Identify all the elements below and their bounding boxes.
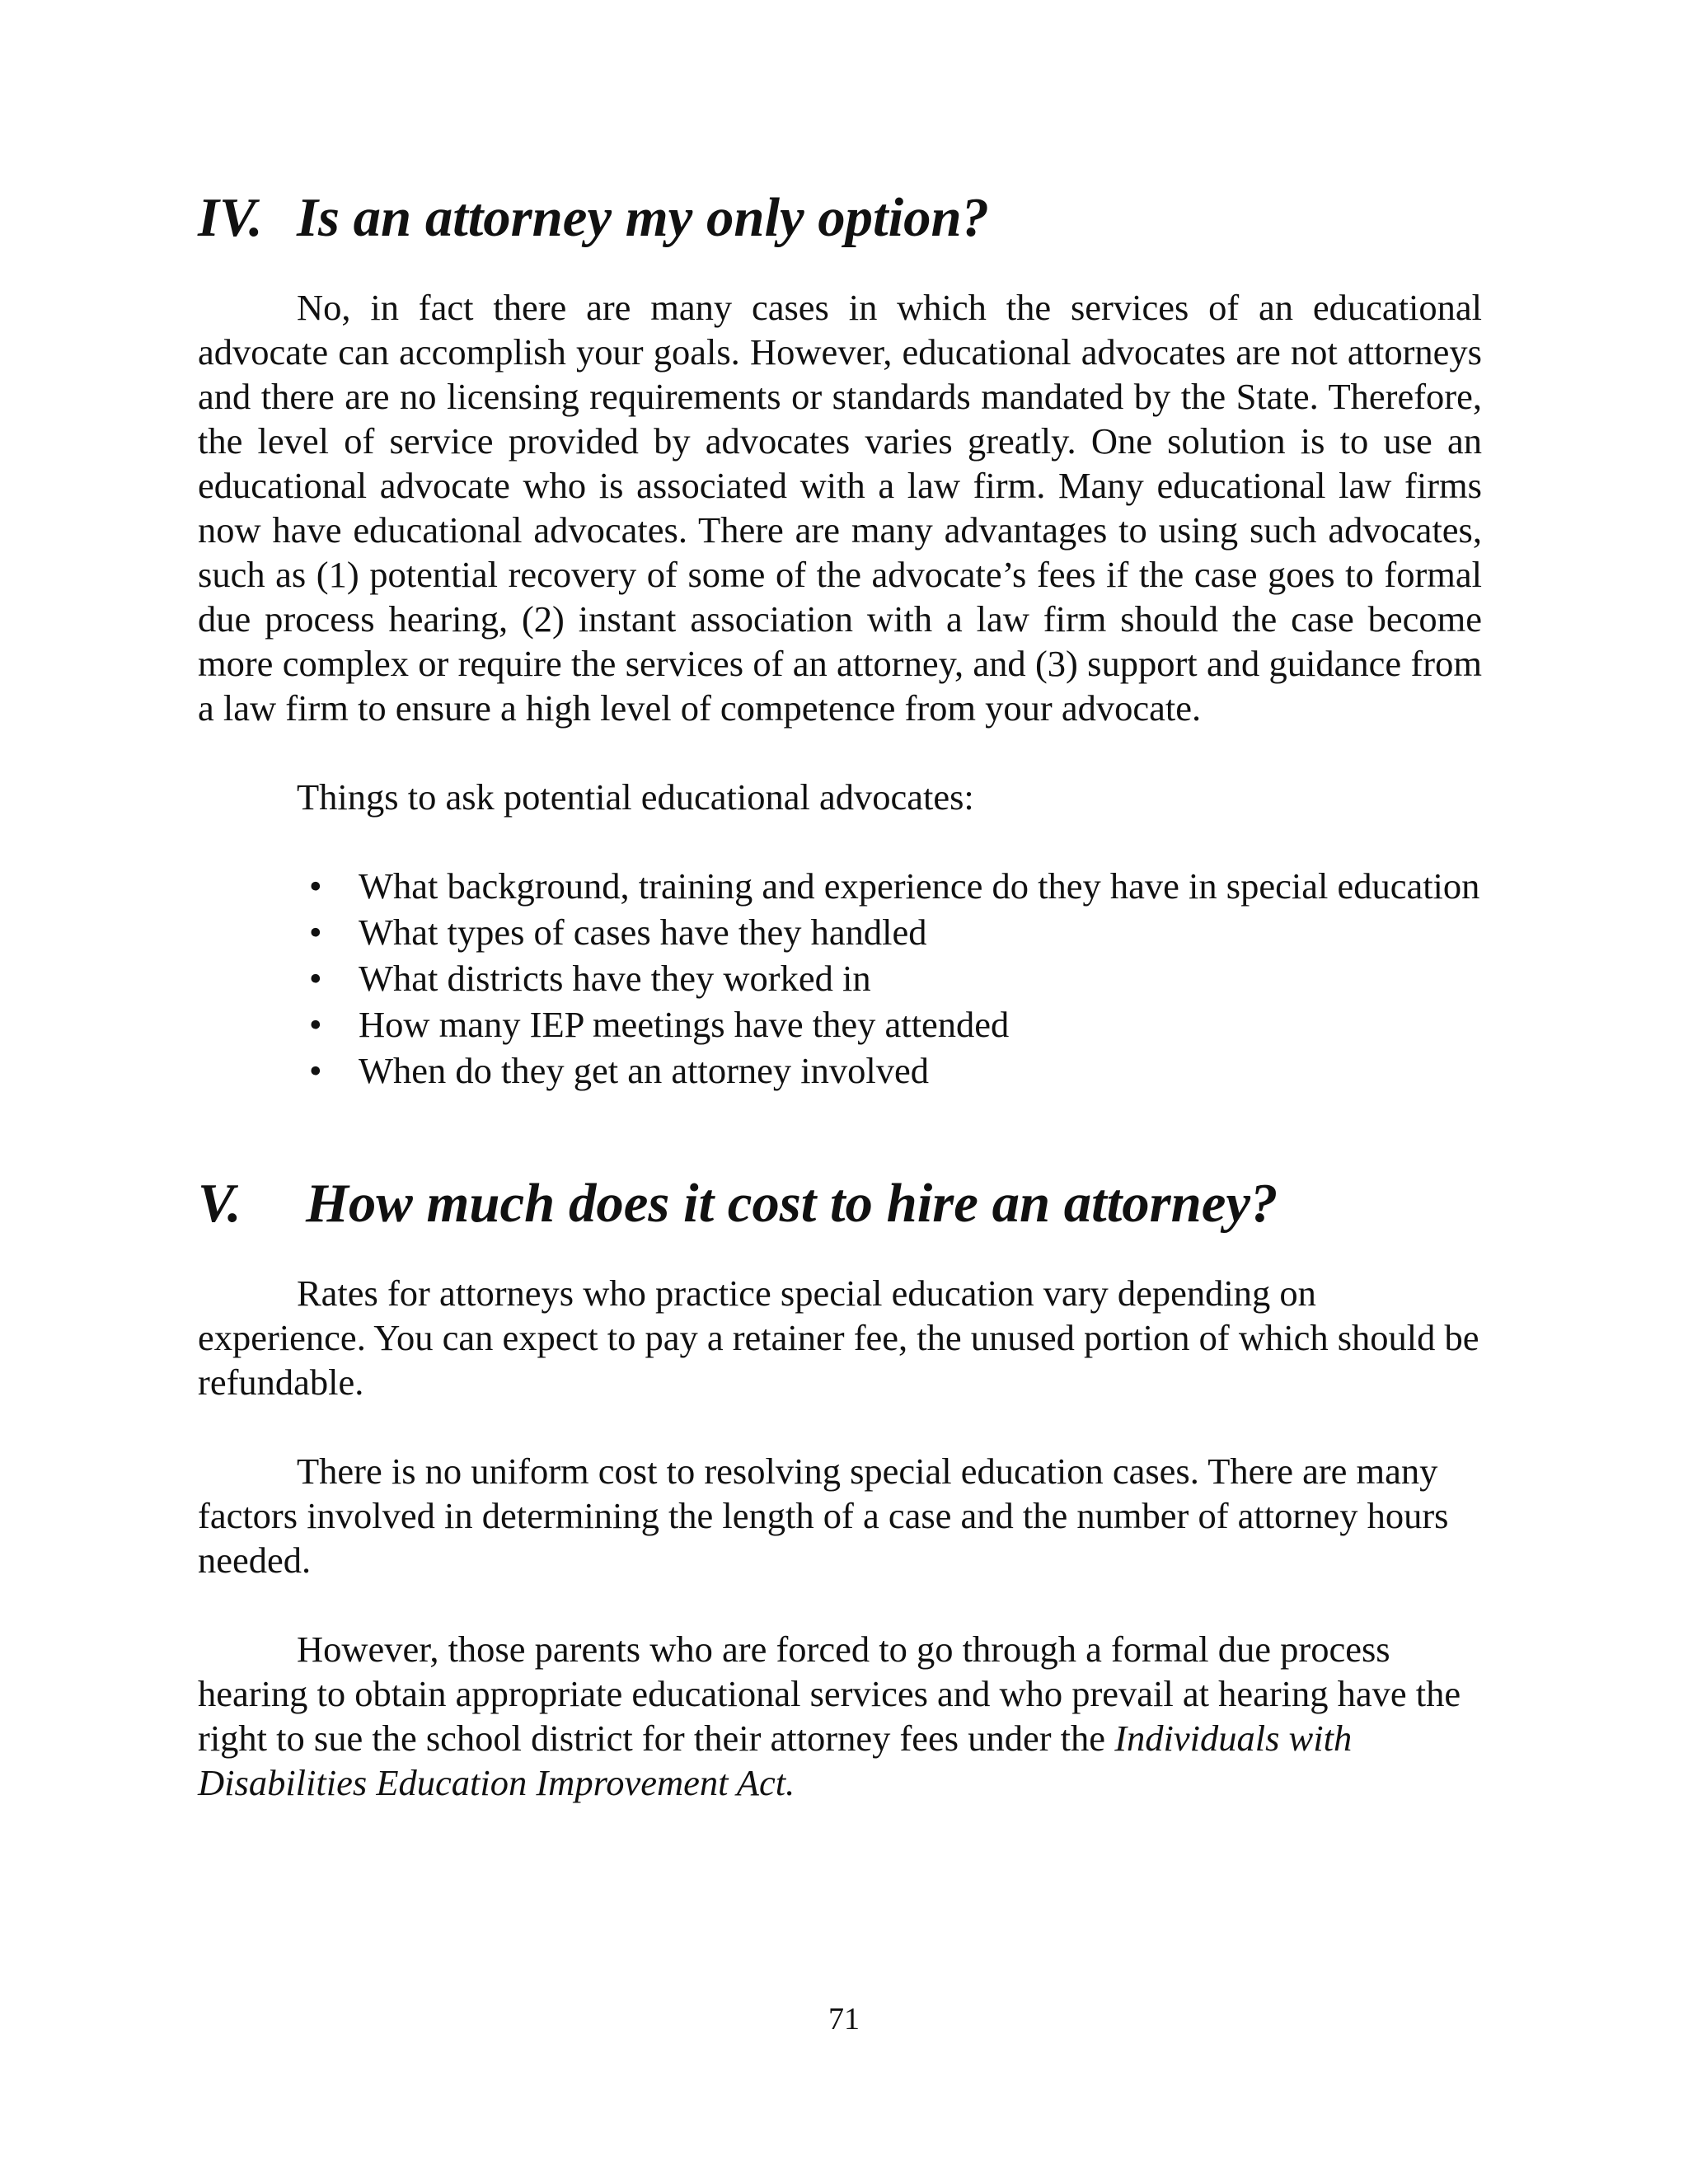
list-item: • When do they get an attorney involved (359, 1048, 1554, 1093)
uniform-cost-paragraph: There is no uniform cost to resolving special education cases. There are many factors involved in determining the length of a case and the number of attorney hours needed. (198, 1451, 1449, 1581)
section-iv-number: IV. (198, 188, 263, 248)
attorney-fees-text: However, those parents who are forced to go through a formal due process hearing to obtain appropriate educational services and who prevail at hearing have the right to sue the school district for their attorney fees under the (198, 1629, 1461, 1759)
section-v-title: How much does it cost to hire an attorney? (306, 1174, 1278, 1234)
section-v-heading (198, 1174, 1482, 1234)
list-item: • How many IEP meetings have they attended (359, 1002, 1554, 1047)
list-item: • What districts have they worked in (359, 956, 1554, 1001)
section-iv-heading (198, 188, 1482, 248)
attorney-fees-paragraph (198, 1627, 1482, 1805)
list-item: • What types of cases have they handled (359, 910, 1554, 954)
section-iv-title: Is an attorney my only option? (297, 188, 990, 248)
attorney-rates-paragraph: Rates for attorneys who practice special education vary depending on experience. You can expect to pay a retainer fee, the unused portion of which should be refundable. (198, 1272, 1479, 1403)
act-title: Individuals with Disabilities Education Improvement Act. (198, 1718, 1353, 1803)
section-v-number: V. (198, 1174, 241, 1234)
advocate-questions-list (198, 864, 1554, 1093)
list-item: • What background, training and experience do they have in special education (359, 864, 1554, 908)
page-content (198, 188, 1482, 1805)
section-iv-paragraph: No, in fact there are many cases in which the services of an educational advocate can accomplish your goals. However, educational advocates are not attorneys and there are no licensing requirements or standards mandated by the State. Therefore, the level of service provided by advocates varies greatly. One solution is to use an educational advocate who is associated with a law firm. Many educational law firms now have educational advocates. There are many advantages to using such advocates, such as (1) potential recovery of some of the advocate’s fees if the case goes to formal due process hearing, (2) instant association with a law firm should the case become more complex or require the services of an attorney, and (3) support and guidance from a law firm to ensure a high level of competence from your advocate. (198, 287, 1482, 729)
page-number: 71 (828, 2002, 860, 2036)
advocate-questions-intro: Things to ask potential educational advocates: (297, 776, 974, 818)
